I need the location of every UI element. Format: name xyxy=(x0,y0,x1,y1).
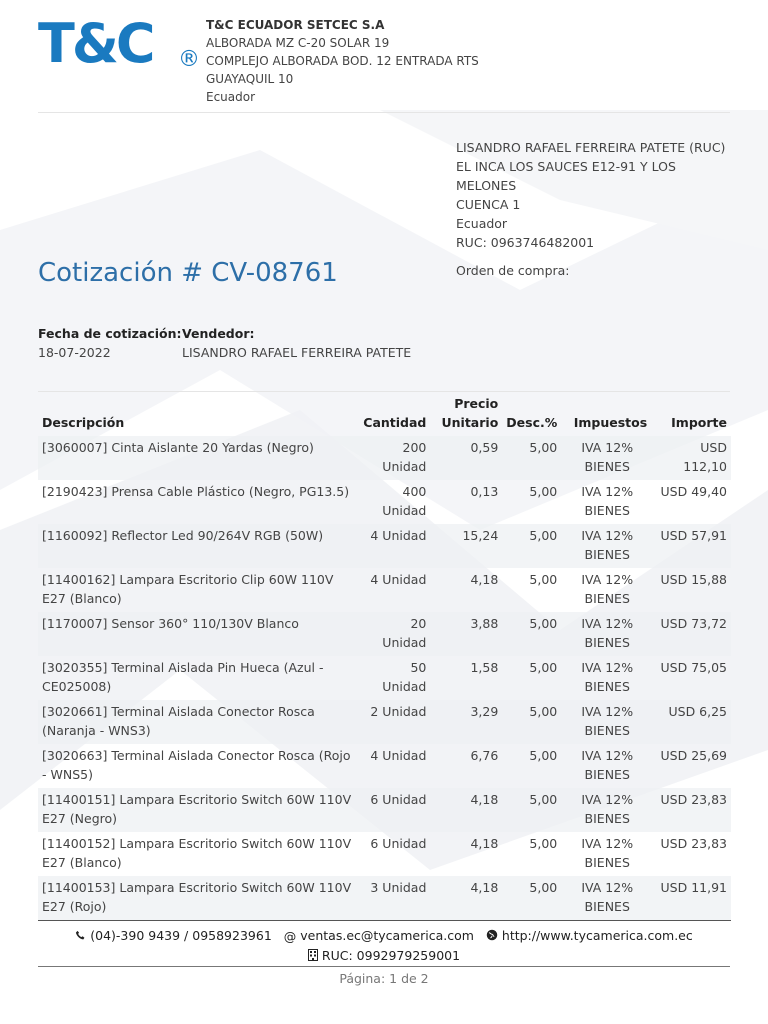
item-quantity-unit: Unidad xyxy=(382,634,427,650)
table-row xyxy=(38,700,731,744)
item-tax-rate: IVA 12% xyxy=(581,880,634,895)
item-tax-rate: IVA 12% xyxy=(581,660,634,675)
item-discount: 5,00 xyxy=(502,788,561,832)
at-icon: @ xyxy=(283,929,297,944)
item-unit-price: 4,18 xyxy=(430,876,502,921)
item-unit-price: 4,18 xyxy=(470,836,499,851)
item-discount: 5,00 xyxy=(529,484,558,499)
item-description xyxy=(38,700,359,744)
item-quantity xyxy=(359,876,430,921)
item-quantity-value: 4 Unidad xyxy=(370,528,427,543)
table-row xyxy=(38,788,731,832)
seller-label: Vendedor: xyxy=(182,326,255,341)
item-quantity-value: 200 xyxy=(402,440,427,455)
col-header-unit-price xyxy=(430,392,502,436)
table-row xyxy=(38,876,731,921)
item-amount: USD 23,83 xyxy=(651,788,731,832)
item-unit-price: 3,29 xyxy=(430,700,502,744)
item-quantity-value: 4 Unidad xyxy=(370,572,427,587)
item-quantity xyxy=(359,612,430,656)
item-description xyxy=(38,656,359,700)
item-tax-type: BIENES xyxy=(584,634,630,650)
footer-website-text: http://www.tycamerica.com.ec xyxy=(501,928,693,943)
company-address-line1: ALBORADA MZ C-20 SOLAR 19 xyxy=(206,36,390,50)
col-header-unit-price-line1: Precio xyxy=(454,396,499,411)
header-divider xyxy=(38,112,730,113)
footer-email xyxy=(284,926,474,946)
item-quantity xyxy=(359,700,430,744)
footer-contact xyxy=(0,926,768,965)
item-unit-price: 4,18 xyxy=(470,572,499,587)
customer-country: Ecuador xyxy=(456,216,508,231)
item-tax-rate: IVA 12% xyxy=(581,484,634,499)
item-description-text: [11400152] Lampara Escritorio Switch 60W 110V E27 (Blanco) xyxy=(42,836,352,870)
item-amount: USD 15,88 xyxy=(660,572,727,587)
item-tax-rate: IVA 12% xyxy=(581,616,634,631)
col-header-description: Descripción xyxy=(42,415,125,430)
seller-block xyxy=(182,324,411,362)
item-tax-type: BIENES xyxy=(584,810,630,826)
item-amount: USD 75,05 xyxy=(660,660,727,675)
item-description-text: [3020355] Terminal Aislada Pin Hueca (Azul - CE025008) xyxy=(42,660,324,694)
item-quantity-value: 6 Unidad xyxy=(370,792,427,807)
item-unit-price: 0,13 xyxy=(470,484,499,499)
customer-address xyxy=(456,138,736,252)
item-quantity xyxy=(359,436,430,480)
col-header-unit-price-line2: Unitario xyxy=(441,415,499,430)
quote-title: Cotización # CV-08761 xyxy=(38,258,338,288)
table-row xyxy=(38,612,731,656)
item-tax-type: BIENES xyxy=(584,590,630,606)
item-unit-price: 3,88 xyxy=(430,612,502,656)
item-tax-type: BIENES xyxy=(584,766,630,782)
table-row xyxy=(38,832,731,876)
item-description-text: [3020663] Terminal Aislada Conector Rosca (Rojo - WNS5) xyxy=(42,748,351,782)
item-amount: USD 11,91 xyxy=(651,876,731,921)
phone-icon xyxy=(75,930,86,941)
table-row xyxy=(38,744,731,788)
item-discount: 5,00 xyxy=(502,876,561,921)
item-description xyxy=(38,612,359,656)
item-tax-rate: IVA 12% xyxy=(581,792,634,807)
item-description xyxy=(38,436,359,480)
item-description xyxy=(38,876,359,921)
item-discount: 5,00 xyxy=(529,836,558,851)
seller-name: LISANDRO RAFAEL FERREIRA PATETE xyxy=(182,345,412,360)
item-description-text: [11400153] Lampara Escritorio Switch 60W 110V E27 (Rojo) xyxy=(42,880,352,914)
item-quantity xyxy=(359,788,430,832)
item-taxes xyxy=(561,700,651,744)
item-description xyxy=(38,832,359,876)
quote-date: 18-07-2022 xyxy=(38,345,111,360)
item-discount: 5,00 xyxy=(502,436,561,480)
table-header xyxy=(38,392,731,436)
items-table xyxy=(38,392,731,921)
item-quantity-value: 4 Unidad xyxy=(370,748,427,763)
footer-phone-text: (04)-390 9439 / 0958923961 xyxy=(90,928,272,943)
item-unit-price: 4,18 xyxy=(430,788,502,832)
item-tax-type: BIENES xyxy=(584,502,630,518)
table-row xyxy=(38,524,731,568)
item-taxes xyxy=(561,436,651,480)
item-amount: USD 49,40 xyxy=(660,484,727,499)
item-amount: USD 112,10 xyxy=(651,436,731,480)
item-description xyxy=(38,480,359,524)
item-unit-price: 6,76 xyxy=(470,748,499,763)
item-tax-type: BIENES xyxy=(584,722,630,738)
item-description-text: [11400151] Lampara Escritorio Switch 60W 110V E27 (Negro) xyxy=(42,792,352,826)
item-unit-price: 1,58 xyxy=(470,660,499,675)
item-quantity xyxy=(359,656,430,700)
item-quantity-value: 3 Unidad xyxy=(370,880,427,895)
customer-ruc: RUC: 0963746482001 xyxy=(456,235,595,250)
table-row xyxy=(38,436,731,480)
item-tax-type: BIENES xyxy=(584,898,630,914)
item-taxes xyxy=(561,612,651,656)
item-quantity-value: 20 xyxy=(410,616,427,631)
item-quantity-unit: Unidad xyxy=(382,502,427,518)
globe-icon xyxy=(486,929,498,941)
item-tax-rate: IVA 12% xyxy=(581,836,634,851)
item-taxes xyxy=(561,876,651,921)
company-country: Ecuador xyxy=(206,90,256,104)
item-tax-type: BIENES xyxy=(584,678,630,694)
items-table-container xyxy=(38,392,731,921)
quote-date-block xyxy=(38,324,182,362)
item-description-text: [1160092] Reflector Led 90/264V RGB (50W) xyxy=(42,528,324,543)
item-discount: 5,00 xyxy=(502,612,561,656)
item-discount: 5,00 xyxy=(529,660,558,675)
item-unit-price: 15,24 xyxy=(430,524,502,568)
item-tax-rate: IVA 12% xyxy=(581,440,634,455)
item-discount: 5,00 xyxy=(502,524,561,568)
item-taxes xyxy=(561,524,651,568)
item-quantity-value: 6 Unidad xyxy=(370,836,427,851)
item-description xyxy=(38,788,359,832)
table-body xyxy=(38,436,731,921)
item-description-text: [2190423] Prensa Cable Plástico (Negro, PG13.5) xyxy=(42,484,350,499)
company-logo xyxy=(38,16,202,70)
item-amount: USD 73,72 xyxy=(651,612,731,656)
table-row xyxy=(38,568,731,612)
col-header-taxes: Impuestos xyxy=(573,415,648,430)
item-unit-price: 0,59 xyxy=(430,436,502,480)
item-taxes xyxy=(561,656,651,700)
company-name: T&C ECUADOR SETCEC S.A xyxy=(206,18,385,32)
company-address-line2: COMPLEJO ALBORADA BOD. 12 ENTRADA RTS xyxy=(206,54,479,68)
item-quantity-unit: Unidad xyxy=(382,458,427,474)
item-quantity-value: 50 xyxy=(410,660,427,675)
item-taxes xyxy=(561,568,651,612)
item-amount: USD 25,69 xyxy=(660,748,727,763)
item-description-text: [3060007] Cinta Aislante 20 Yardas (Negro) xyxy=(42,440,314,455)
col-header-discount: Desc.% xyxy=(506,415,558,430)
registered-mark: ® xyxy=(178,47,200,70)
item-description xyxy=(38,744,359,788)
footer-divider xyxy=(38,966,730,967)
item-discount: 5,00 xyxy=(529,748,558,763)
item-amount: USD 23,83 xyxy=(660,836,727,851)
item-quantity-value: 2 Unidad xyxy=(370,704,427,719)
item-discount: 5,00 xyxy=(502,700,561,744)
item-quantity xyxy=(359,524,430,568)
item-quantity xyxy=(359,480,430,524)
item-discount: 5,00 xyxy=(529,572,558,587)
footer-email-text: ventas.ec@tycamerica.com xyxy=(300,928,474,943)
page-number: Página: 1 de 2 xyxy=(339,971,429,986)
item-quantity xyxy=(359,744,430,788)
item-taxes xyxy=(561,480,651,524)
customer-name: LISANDRO RAFAEL FERREIRA PATETE (RUC) xyxy=(456,140,726,155)
item-tax-rate: IVA 12% xyxy=(581,748,634,763)
item-taxes xyxy=(561,788,651,832)
item-quantity xyxy=(359,832,430,876)
table-row xyxy=(38,480,731,524)
item-taxes xyxy=(561,832,651,876)
item-tax-type: BIENES xyxy=(584,546,630,562)
footer-website xyxy=(486,926,693,945)
quote-date-label: Fecha de cotización: xyxy=(38,326,182,341)
item-amount: USD 57,91 xyxy=(651,524,731,568)
item-description xyxy=(38,524,359,568)
item-tax-type: BIENES xyxy=(584,854,630,870)
item-description-text: [1170007] Sensor 360° 110/130V Blanco xyxy=(42,616,299,631)
item-taxes xyxy=(561,744,651,788)
company-address xyxy=(206,16,479,106)
item-tax-rate: IVA 12% xyxy=(581,704,634,719)
footer-ruc xyxy=(308,946,460,965)
customer-address-line1: EL INCA LOS SAUCES E12-91 Y LOS xyxy=(456,159,676,174)
customer-address-line2: MELONES xyxy=(456,178,517,193)
item-quantity-value: 400 xyxy=(402,484,427,499)
item-description-text: [3020661] Terminal Aislada Conector Rosca (Naranja - WNS3) xyxy=(42,704,315,738)
item-description-text: [11400162] Lampara Escritorio Clip 60W 110V E27 (Blanco) xyxy=(42,572,334,606)
building-icon xyxy=(308,949,318,961)
purchase-order-label: Orden de compra: xyxy=(456,263,570,278)
item-tax-rate: IVA 12% xyxy=(581,572,634,587)
company-city: GUAYAQUIL 10 xyxy=(206,72,294,86)
logo-text: T&C xyxy=(38,16,153,70)
item-description xyxy=(38,568,359,612)
item-quantity xyxy=(359,568,430,612)
col-header-quantity: Cantidad xyxy=(363,415,427,430)
item-tax-type: BIENES xyxy=(584,458,630,474)
footer-phone xyxy=(75,926,272,945)
customer-city: CUENCA 1 xyxy=(456,197,521,212)
item-quantity-unit: Unidad xyxy=(382,678,427,694)
table-row xyxy=(38,656,731,700)
item-tax-rate: IVA 12% xyxy=(581,528,634,543)
col-header-amount: Importe xyxy=(671,415,727,430)
footer-ruc-text: RUC: 0992979259001 xyxy=(321,948,461,963)
item-amount: USD 6,25 xyxy=(651,700,731,744)
